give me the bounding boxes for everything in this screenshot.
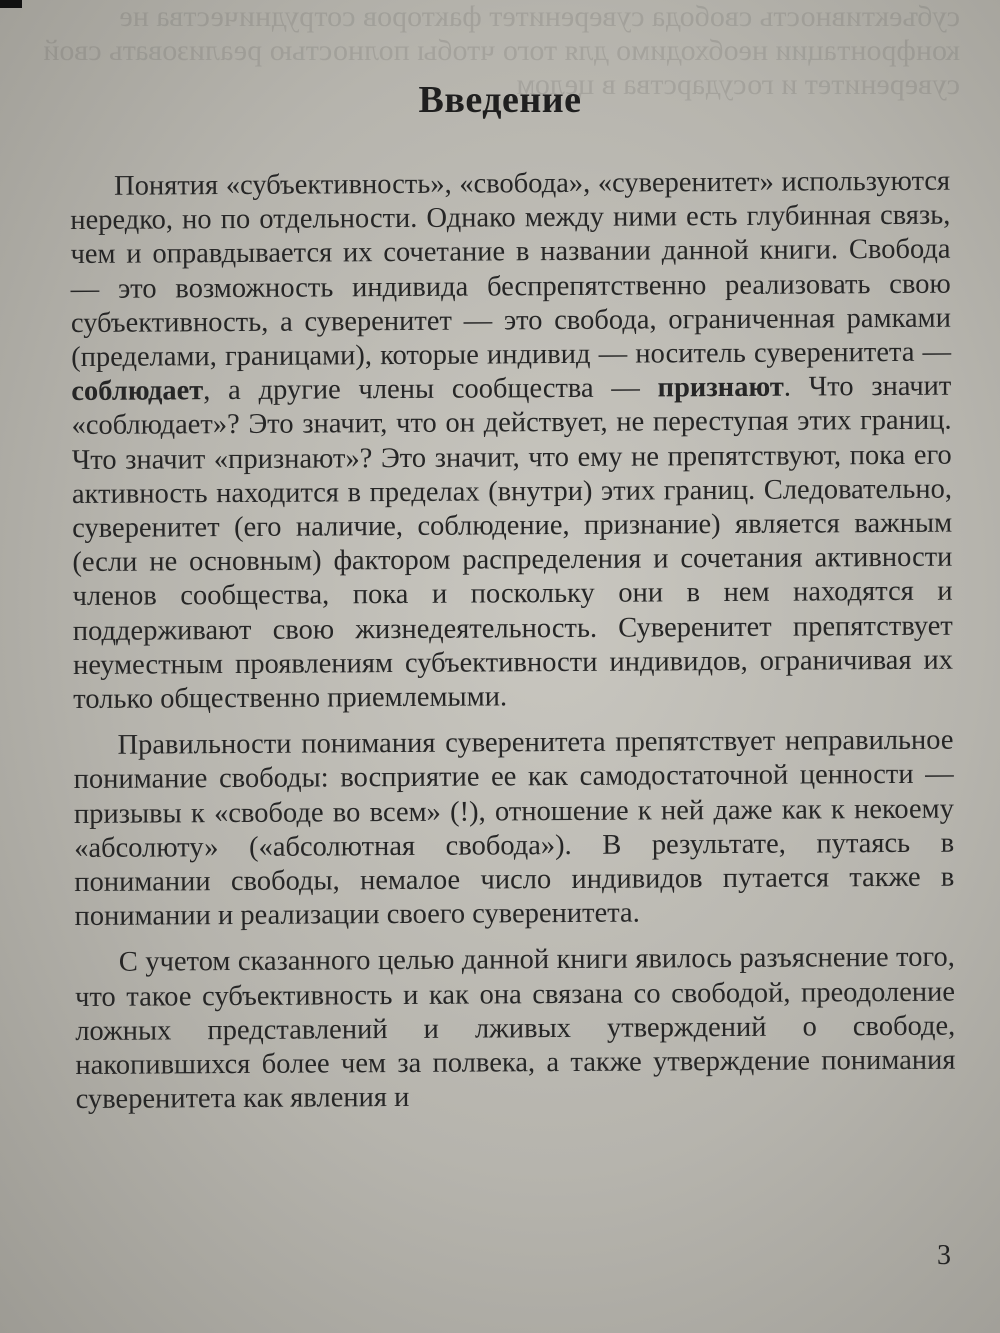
body-text [70, 165, 956, 1130]
bold-term-priznayut: признают [657, 371, 784, 404]
bold-term-soblyudaet: соблюдает [71, 375, 204, 408]
paragraph-1-part-2: , а другие члены сообщества — [203, 372, 658, 407]
page-edge-mark [0, 0, 22, 8]
page-number: 3 [937, 1240, 951, 1271]
paragraph-1 [70, 165, 953, 718]
page-heading: Введение [418, 79, 582, 121]
book-page: субъективность свобода суверенитет факторов сотрудничества не конфронтации необходимо для того чтобы полностью реализовать свой суверенитет и государства в целом Введение Понятия «субъективность», «свобода», «суверенитет» используются нередко, но по отдельности. Однако между ними есть глубинная связь, чем и оправдывается их сочетание в названии данной книги. Свобода — это возможность индивида беспрепятственно реализовать свою субъективность, а суверенитет — это свобода, ограниченная рамками (пределами, границами), которые индивид — носитель суверенитета — соблюдает, а другие члены сообщества — признают. Что значит «соблюдает»? Это значит, что он действует, не переступая этих границ. Что значит «признают»? Это значит, что ему не препятствуют, пока его активность находится в пределах (внутри) этих границ. Следовательно, суверенитет (его наличие, соблюдение, признание) является важным (если не основным) фактором распределения и сочетания активности членов сообщества, пока и поскольку они в нем находятся и поддерживают свою жизнедеятельность. Суверенитет препятствует неуместным проявлениям субъективности индивидов, ограничивая их только общественно приемлемыми. Правильности понимания суверенитета препятствует неправильное понимание свободы: восприятие ее как самодостаточной ценности — призывы к «свободе во всем» (!), отношение к ней даже как к некоему «абсолюту» («абсолютная свобода»). В результате, путаясь в понимании свободы, немалое число индивидов путается также в понимании и реализации своего суверенитета. С учетом сказанного целью данной книги явилось разъяснение того, что такое субъективность и как она связана со свободой, преодоление ложных представлений и лживых утверждений о свободе, накопившихся более чем за полвека, а также утверждение понимания суверенитета как явления и 3 [0, 0, 1000, 1333]
paragraph-3: С учетом сказанного целью данной книги явилось разъяснение того, что такое субъективность и как она связана со свободой, преодоление ложных представлений и лживых утверждений о свободе, накопившихся более чем за полвека, а также утверждение понимания суверенитета как явления и [74, 942, 956, 1116]
paragraph-1-part-3: . Что значит «соблюдает»? Это значит, что он действует, не переступая этих границ. Что значит «признают»? Это значит, что ему не препятствуют, пока его активность находится в пределах (внутри) этих границ. Следовательно, суверенитет (его наличие, соблюдение, признание) является важным (если не основным) фактором распределения и сочетания активности членов сообщества, пока и поскольку они в нем находятся и поддерживают свою жизнедеятельность. Суверенитет препятствует неуместным проявлениям субъективности индивидов, ограничивая их только общественно приемлемыми. [71, 370, 954, 716]
paragraph-2: Правильности понимания суверенитета препятствует неправильное понимание свободы: восприятие ее как самодостаточной ценности — призывы к «свободе во всем» (!), отношение к ней даже как к некоему «абсолюту» («абсолютная свобода»). В результате, путаясь в понимании свободы, немалое число индивидов путается также в понимании и реализации своего суверенитета. [73, 724, 955, 933]
paragraph-1-part-1: Понятия «субъективность», «свобода», «суверенитет» используются нередко, но по отдельности. Однако между ними есть глубинная связь, чем и оправдывается их сочетание в названии данной книги. Свобода — это возможность индивида беспрепятственно реализовать свою субъективность, а суверенитет — это свобода, ограниченная рамками (пределами, границами), которые индивид — носитель суверенитета — [70, 165, 952, 374]
